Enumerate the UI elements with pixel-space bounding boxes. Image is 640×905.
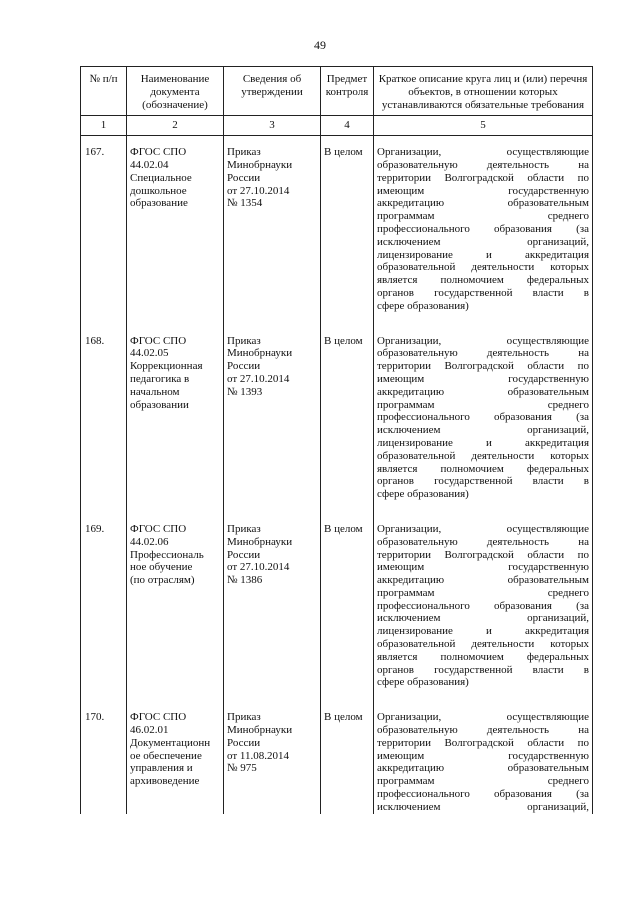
table-body bbox=[81, 136, 593, 814]
control-subject-cell: В целом bbox=[321, 136, 374, 313]
document-name-line: педагогика в bbox=[130, 372, 190, 385]
page-number: 49 bbox=[314, 38, 326, 52]
document-name-cell bbox=[127, 136, 224, 313]
document-name-line: 44.02.06 bbox=[130, 535, 169, 548]
description-line: лицензирование и аккредитация bbox=[377, 625, 589, 638]
header-number: № п/п bbox=[81, 67, 127, 116]
description-line: территории Волгоградской области по bbox=[377, 736, 589, 749]
description-cell bbox=[374, 313, 593, 501]
document-name-line: архивоведение bbox=[130, 775, 200, 788]
approval-info-cell bbox=[224, 136, 321, 313]
description-line: лицензирование и аккредитация bbox=[377, 436, 589, 449]
column-number: 1 bbox=[81, 116, 127, 136]
description-line: исключением организаций, bbox=[377, 800, 589, 813]
description-cell bbox=[374, 689, 593, 813]
approval-info-line: Минобрнауки bbox=[227, 158, 293, 171]
document-name-line: (по отраслям) bbox=[130, 574, 195, 587]
document-name-line: Документационн bbox=[130, 736, 211, 749]
approval-info-cell bbox=[224, 501, 321, 689]
control-subject-cell: В целом bbox=[321, 313, 374, 501]
row-number: 169. bbox=[81, 501, 127, 689]
document-name-cell bbox=[127, 689, 224, 813]
description-line: образовательную деятельность на bbox=[377, 724, 589, 737]
approval-info-line: Минобрнауки bbox=[227, 535, 293, 548]
document-name-line: ое обеспечение bbox=[130, 749, 202, 762]
document-name-line: ное обучение bbox=[130, 561, 193, 574]
header-control-subject: Предмет контроля bbox=[321, 67, 374, 116]
description-line: программам среднего bbox=[377, 586, 589, 599]
description-line: органов государственной власти в bbox=[377, 286, 589, 299]
description-line: исключением организаций, bbox=[377, 612, 589, 625]
header-description: Краткое описание круга лиц и (или) перечня объектов, в отношении которых устанавливаются обязательные требования bbox=[374, 67, 593, 116]
header-document-name: Наименование документа (обозначение) bbox=[127, 67, 224, 116]
table-row bbox=[81, 689, 593, 813]
description-line: имеющим государственную bbox=[377, 372, 589, 385]
description-line: аккредитацию образовательным bbox=[377, 574, 589, 587]
document-name-line: ФГОС СПО bbox=[130, 146, 187, 159]
column-numbers-row bbox=[81, 116, 593, 136]
description-line: образовательную деятельность на bbox=[377, 347, 589, 360]
approval-info-line: от 27.10.2014 bbox=[227, 184, 290, 197]
document-name-line: дошкольное bbox=[130, 184, 187, 197]
description-line: программам среднего bbox=[377, 775, 589, 788]
document-name-cell bbox=[127, 501, 224, 689]
description-line: аккредитацию образовательным bbox=[377, 197, 589, 210]
requirements-table bbox=[80, 66, 593, 814]
header-approval-info: Сведения об утверждении bbox=[224, 67, 321, 116]
description-line: территории Волгоградской области по bbox=[377, 360, 589, 373]
document-name-line: образовании bbox=[130, 398, 189, 411]
description-line: образовательную деятельность на bbox=[377, 535, 589, 548]
description-line: имеющим государственную bbox=[377, 749, 589, 762]
description-line: органов государственной власти в bbox=[377, 663, 589, 676]
description-line: сфере образования) bbox=[377, 676, 469, 689]
description-line: программам среднего bbox=[377, 398, 589, 411]
description-line: является полномочием федеральных bbox=[377, 462, 589, 475]
control-subject-cell: В целом bbox=[321, 501, 374, 689]
document-name-cell bbox=[127, 313, 224, 501]
approval-info-line: Приказ bbox=[227, 522, 261, 535]
description-line: сфере образования) bbox=[377, 299, 469, 312]
approval-info-line: России bbox=[227, 360, 261, 373]
description-cell bbox=[374, 501, 593, 689]
document-name-line: Специальное bbox=[130, 171, 192, 184]
document-name-line: 44.02.05 bbox=[130, 347, 169, 360]
approval-info-line: от 27.10.2014 bbox=[227, 372, 290, 385]
description-line: профессионального образования (за bbox=[377, 411, 589, 424]
document-name-line: управления и bbox=[130, 762, 193, 775]
column-number: 5 bbox=[374, 116, 593, 136]
approval-info-line: от 27.10.2014 bbox=[227, 561, 290, 574]
description-line: Организации, осуществляющие bbox=[377, 711, 589, 724]
document-name-line: ФГОС СПО bbox=[130, 334, 187, 347]
approval-info-cell bbox=[224, 313, 321, 501]
description-line: исключением организаций, bbox=[377, 235, 589, 248]
description-line: образовательной деятельности которых bbox=[377, 449, 589, 462]
approval-info-line: Приказ bbox=[227, 334, 261, 347]
description-line: профессионального образования (за bbox=[377, 599, 589, 612]
row-number: 170. bbox=[81, 689, 127, 813]
description-line: профессионального образования (за bbox=[377, 788, 589, 801]
description-line: профессионального образования (за bbox=[377, 222, 589, 235]
table-row bbox=[81, 501, 593, 689]
control-subject-cell: В целом bbox=[321, 689, 374, 813]
approval-info-line: России bbox=[227, 736, 261, 749]
description-line: органов государственной власти в bbox=[377, 475, 589, 488]
description-line: программам среднего bbox=[377, 210, 589, 223]
document-name-line: образование bbox=[130, 197, 188, 210]
document-name-line: Коррекционная bbox=[130, 360, 203, 373]
description-line: образовательную деятельность на bbox=[377, 158, 589, 171]
description-line: территории Волгоградской области по bbox=[377, 548, 589, 561]
description-line: образовательной деятельности которых bbox=[377, 638, 589, 651]
description-line: имеющим государственную bbox=[377, 184, 589, 197]
description-line: Организации, осуществляющие bbox=[377, 146, 589, 159]
approval-info-line: № 1393 bbox=[227, 385, 263, 398]
description-line: Организации, осуществляющие bbox=[377, 334, 589, 347]
document-name-line: ФГОС СПО bbox=[130, 711, 187, 724]
description-cell bbox=[374, 136, 593, 313]
table-row bbox=[81, 136, 593, 313]
column-number: 3 bbox=[224, 116, 321, 136]
row-number: 167. bbox=[81, 136, 127, 313]
document-name-line: 46.02.01 bbox=[130, 724, 169, 737]
description-line: Организации, осуществляющие bbox=[377, 522, 589, 535]
approval-info-line: Минобрнауки bbox=[227, 724, 293, 737]
description-line: образовательной деятельности которых bbox=[377, 261, 589, 274]
table-row bbox=[81, 313, 593, 501]
document-name-line: 44.02.04 bbox=[130, 158, 169, 171]
approval-info-line: Приказ bbox=[227, 711, 261, 724]
document-name-line: ФГОС СПО bbox=[130, 522, 187, 535]
approval-info-line: от 11.08.2014 bbox=[227, 749, 290, 762]
description-line: является полномочием федеральных bbox=[377, 274, 589, 287]
description-line: исключением организаций, bbox=[377, 424, 589, 437]
description-line: лицензирование и аккредитация bbox=[377, 248, 589, 261]
approval-info-line: Минобрнауки bbox=[227, 347, 293, 360]
approval-info-line: № 975 bbox=[227, 762, 257, 775]
description-line: имеющим государственную bbox=[377, 561, 589, 574]
column-number: 4 bbox=[321, 116, 374, 136]
row-number: 168. bbox=[81, 313, 127, 501]
approval-info-line: России bbox=[227, 171, 261, 184]
document-name-line: Профессиональ bbox=[130, 548, 204, 561]
approval-info-line: России bbox=[227, 548, 261, 561]
document-name-line: начальном bbox=[130, 385, 180, 398]
header-row bbox=[81, 67, 593, 116]
approval-info-line: № 1386 bbox=[227, 574, 263, 587]
description-line: является полномочием федеральных bbox=[377, 650, 589, 663]
approval-info-line: № 1354 bbox=[227, 197, 263, 210]
approval-info-line: Приказ bbox=[227, 146, 261, 159]
approval-info-cell bbox=[224, 689, 321, 813]
column-number: 2 bbox=[127, 116, 224, 136]
description-line: сфере образования) bbox=[377, 488, 469, 501]
description-line: территории Волгоградской области по bbox=[377, 171, 589, 184]
description-line: аккредитацию образовательным bbox=[377, 762, 589, 775]
description-line: аккредитацию образовательным bbox=[377, 385, 589, 398]
